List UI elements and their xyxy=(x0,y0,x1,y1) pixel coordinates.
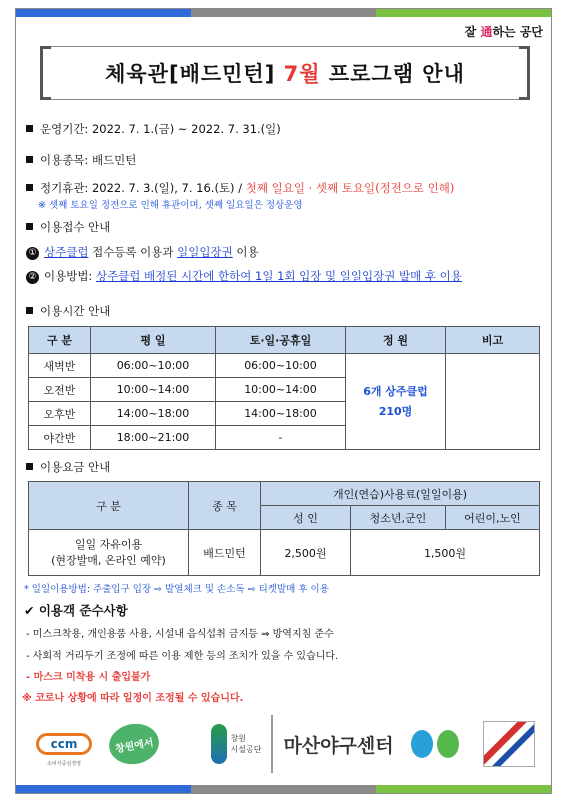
schedule-table xyxy=(28,326,540,450)
flag-emblem-icon xyxy=(478,715,540,773)
table-row: 새벽반 06:00~10:00 06:00~10:00 6개 상주클럽 210명 xyxy=(29,354,540,378)
closure-line: 정기휴관: 2022. 7. 3.(일), 7. 16.(토) / 첫째 일요일 · 셋째 토요일(정전으로 인해) xyxy=(26,180,454,196)
ccm-logo: ccm 소비자중심경영 xyxy=(34,715,94,773)
sport-line: 이용종목: 배드민턴 xyxy=(26,152,136,168)
period-line: 운영기간: 2022. 7. 1.(금) ~ 2022. 7. 31.(일) xyxy=(26,121,281,137)
reception-item-2: ② 이용방법: 상주클럽 배정된 시간에 한하여 1일 1회 입장 및 일일입장권 발매 후 이용 xyxy=(26,268,462,284)
bottom-color-bar xyxy=(16,785,551,793)
facility-corp-logo: 창원 시설공단 xyxy=(204,715,268,773)
table-row: 일일 자유이용 (현장발매, 온라인 예약) 배드민턴 2,500원 1,500원 xyxy=(29,530,540,576)
masan-baseball-center-logo: 마산야구센터 xyxy=(271,715,396,773)
slogan: 잘 通하는 공단 xyxy=(464,25,543,39)
rule-4: ※ 코로나 상황에 따라 일정이 조정될 수 있습니다. xyxy=(22,693,244,704)
col-header: 정 원 xyxy=(346,327,446,354)
mascot-icon xyxy=(404,715,466,773)
title-box xyxy=(40,46,530,100)
table-row: 야간반 18:00~21:00 - xyxy=(29,426,540,450)
page-title: 체육관[배드민턴] 7월 프로그램 안내 xyxy=(105,62,465,86)
closure-note: ※ 셋째 토요일 정전으로 인해 휴관이며, 셋째 일요일은 정상운영 xyxy=(38,200,303,211)
fees-heading: 이용요금 안내 xyxy=(26,459,110,475)
logo-strip xyxy=(16,707,551,779)
fees-table: 구 분 종 목 개인(연습)사용료(일일이용) 성 인 청소년,군인 어린이,노인 일일 자유이용 (현장발매, 온라인 예약) 배드민턴 2,500원 1,500원 xyxy=(28,481,540,576)
rule-1: - 미스크착용, 개인용품 사용, 시설내 음식섭취 금지등 ⇒ 방역지침 준수 xyxy=(26,629,334,640)
table-row: 오후반 14:00~18:00 14:00~18:00 xyxy=(29,402,540,426)
col-header: 토·일·공휴일 xyxy=(216,327,346,354)
reception-item-1: ① 상주클럽 접수등록 이용과 일일입장권 이용 xyxy=(26,244,259,260)
col-header: 평 일 xyxy=(91,327,216,354)
table-row: 오전반 10:00~14:00 10:00~14:00 xyxy=(29,378,540,402)
col-header: 구 분 xyxy=(29,327,91,354)
usage-note: * 일일이용방법: 주출입구 입장 ⇨ 발열체크 및 손소독 ⇨ 티켓발매 후 이용 xyxy=(24,584,329,595)
poster xyxy=(15,8,552,794)
rules-heading: ✔ 이용객 준수사항 xyxy=(24,603,128,618)
rule-2: - 사회적 거리두기 조정에 따른 이용 제한 등의 조치가 있을 수 있습니다. xyxy=(26,651,339,662)
capacity-cell: 6개 상주클럽 210명 xyxy=(346,354,446,450)
col-header: 비고 xyxy=(446,327,540,354)
remarks-cell xyxy=(446,354,540,450)
top-color-bar xyxy=(16,9,551,17)
changwon-logo: 창원에서 xyxy=(106,715,162,773)
reception-heading: 이용접수 안내 xyxy=(26,219,110,235)
rule-3: - 마스크 미착용 시 출입불가 xyxy=(26,672,151,683)
schedule-heading: 이용시간 안내 xyxy=(26,303,110,319)
